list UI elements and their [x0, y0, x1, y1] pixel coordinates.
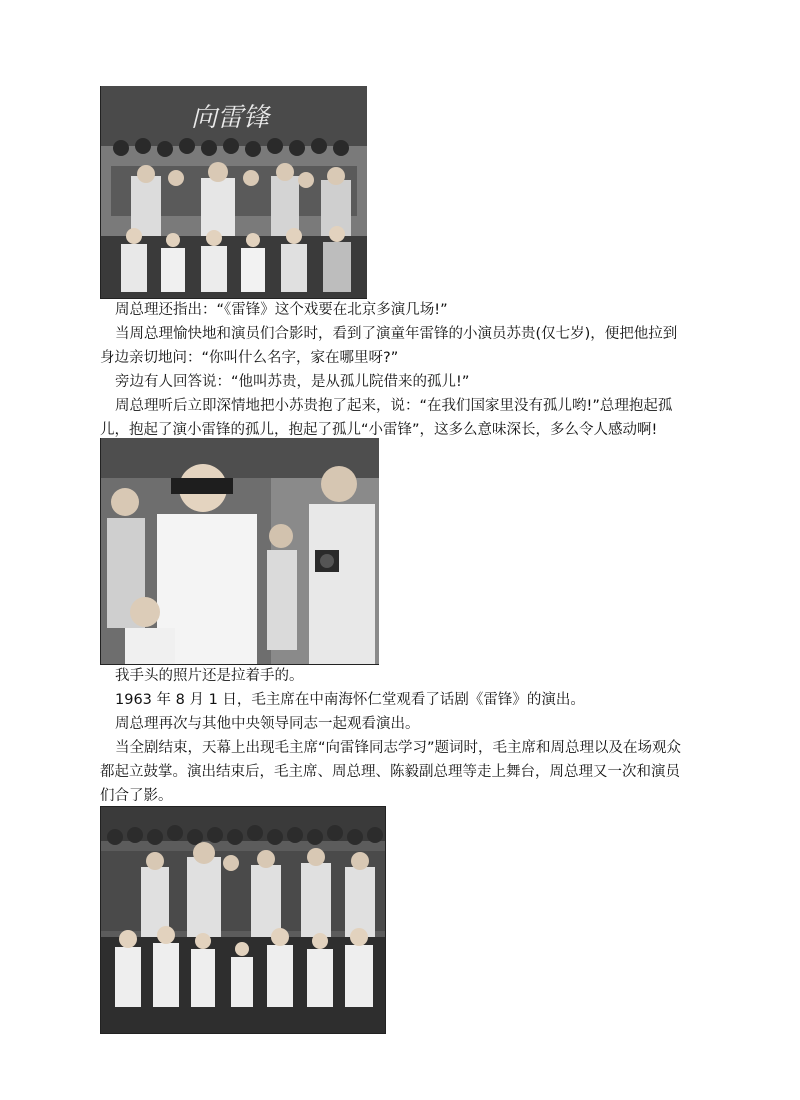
paragraph: 当周总理愉快地和演员们合影时，看到了演童年雷锋的小演员苏贵(仅七岁)，便把他拉到身边亲切地问：“你叫什么名字，家在哪里呀?”	[100, 326, 678, 366]
paragraph: 周总理还指出：“《雷锋》这个戏要在北京多演几场!”	[115, 302, 448, 318]
article-text-section-2	[100, 664, 690, 808]
paragraph: 周总理再次与其他中央领导同志一起观看演出。	[115, 716, 420, 732]
leaders-with-cast-image	[101, 807, 385, 1033]
backdrop-calligraphy: 向雷锋	[191, 103, 270, 133]
article-text-section-1	[100, 298, 690, 442]
group-photo-cast	[100, 86, 367, 299]
paragraph: 周总理听后立即深情地把小苏贵抱了起来，说：“在我们国家里没有孤儿哟!”总理抱起孤儿，抱起了演小雷锋的孤儿，抱起了孤儿“小雷锋”，这多么意味深长，多么令人感动啊!	[100, 398, 673, 438]
paragraph: 我手头的照片还是拉着手的。	[115, 668, 304, 684]
paragraph: 旁边有人回答说：“他叫苏贵，是从孤儿院借来的孤儿!”	[115, 374, 470, 390]
paragraph: 1963 年 8 月 1 日，毛主席在中南海怀仁堂观看了话剧《雷锋》的演出。	[115, 692, 585, 708]
paragraph: 当全剧结束，天幕上出现毛主席“向雷锋同志学习”题词时，毛主席和周总理以及在场观众都起立鼓掌。演出结束后，毛主席、周总理、陈毅副总理等走上舞台，周总理又一次和演员们合了影。	[100, 740, 682, 804]
premier-with-child-photo	[100, 438, 379, 665]
group-photo-cast-image	[101, 86, 367, 298]
leaders-with-cast-photo	[100, 806, 386, 1034]
premier-with-child-image	[101, 438, 379, 664]
